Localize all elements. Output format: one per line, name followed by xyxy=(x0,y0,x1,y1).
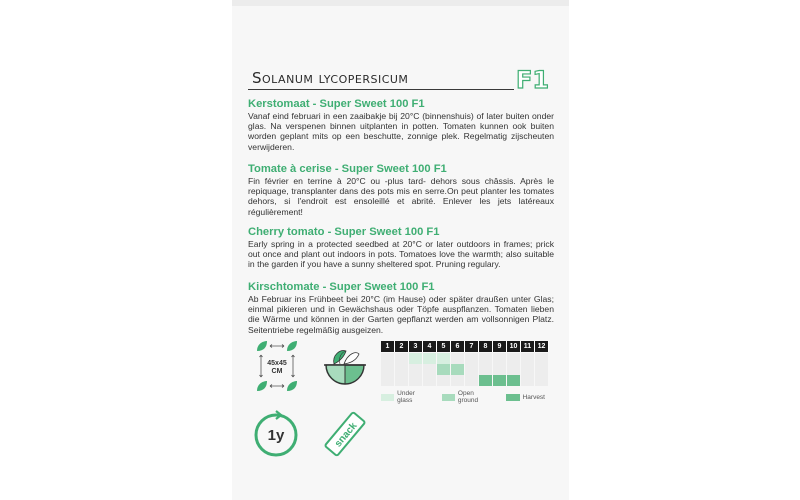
legend-label: Harvest xyxy=(522,393,545,401)
month-cell: 5 xyxy=(437,341,451,352)
calendar-cell xyxy=(381,364,395,375)
month-cell: 12 xyxy=(535,341,549,352)
section-text: Early spring in a protected seedbed at 20°C or later outdoors in frames; prick out once and plant out indoors in pots. Tomatoes love the warmth; also suitable in the garden if you have a sunny sheltered spot. Pruning regulary. xyxy=(248,239,554,270)
calendar-cell xyxy=(507,353,521,364)
month-cell: 1 xyxy=(381,341,395,352)
snack-tag-icon xyxy=(318,407,372,461)
open-ground-row xyxy=(381,364,557,374)
calendar-cell xyxy=(423,375,437,386)
calendar-cell xyxy=(437,375,451,386)
calendar-legend xyxy=(381,390,557,404)
section-french xyxy=(248,163,554,217)
calendar-cell xyxy=(479,375,493,386)
calendar-cell xyxy=(535,353,549,364)
calendar-cell xyxy=(437,364,451,375)
section-dutch xyxy=(248,98,554,152)
month-cell: 7 xyxy=(465,341,479,352)
calendar-cell xyxy=(381,353,395,364)
calendar-cell xyxy=(465,375,479,386)
calendar-cell xyxy=(409,364,423,375)
calendar-cell xyxy=(479,353,493,364)
calendar-cell xyxy=(521,364,535,375)
section-title: Kerstomaat - Super Sweet 100 F1 xyxy=(248,98,425,110)
header-rule xyxy=(248,89,514,90)
plant-spacing-icon xyxy=(252,339,302,393)
calendar-cell xyxy=(423,364,437,375)
calendar-cell xyxy=(409,353,423,364)
under-glass-row xyxy=(381,353,557,363)
calendar-cell xyxy=(395,375,409,386)
legend-label: Open ground xyxy=(457,390,479,404)
section-title: Kirschtomate - Super Sweet 100 F1 xyxy=(248,281,435,293)
calendar-cell xyxy=(451,353,465,364)
calendar-cell xyxy=(465,353,479,364)
salad-bowl-icon xyxy=(318,339,372,393)
growing-calendar xyxy=(381,341,557,404)
calendar-cell xyxy=(423,353,437,364)
legend-open-ground xyxy=(442,390,494,404)
calendar-cell xyxy=(465,364,479,375)
calendar-cell xyxy=(493,364,507,375)
calendar-cell xyxy=(479,364,493,375)
month-cell: 9 xyxy=(493,341,507,352)
snack-label: snack xyxy=(332,420,360,450)
f1-badge: F1 xyxy=(516,66,550,94)
month-header-row xyxy=(381,341,557,352)
legend-label: Under glass xyxy=(397,390,415,404)
legend-harvest xyxy=(506,390,545,404)
calendar-cell xyxy=(493,353,507,364)
month-cell: 11 xyxy=(521,341,535,352)
species-name: Solanum lycopersicum xyxy=(252,69,409,87)
section-title: Cherry tomato - Super Sweet 100 F1 xyxy=(248,226,440,238)
calendar-cell xyxy=(437,353,451,364)
month-cell: 4 xyxy=(423,341,437,352)
calendar-cell xyxy=(451,364,465,375)
calendar-cell xyxy=(535,364,549,375)
legend-swatch xyxy=(381,394,394,401)
section-german xyxy=(248,281,554,335)
section-text: Vanaf eind februari in een zaaibakje bij 20°C (binnenshuis) of later buiten onder glas. Na verspenen binnen uitplanten in potten. Tomaten kunnen ook buiten worden geplant mits op een beschutte, zonnige plek. Regelmatig zijscheuten verwijderen. xyxy=(248,111,554,152)
calendar-cell xyxy=(507,364,521,375)
calendar-cell xyxy=(521,375,535,386)
legend-under-glass xyxy=(381,390,430,404)
packet-top-edge xyxy=(232,0,569,6)
calendar-cell xyxy=(451,375,465,386)
legend-swatch xyxy=(442,394,455,401)
section-english xyxy=(248,226,554,270)
calendar-cell xyxy=(535,375,549,386)
packet-header xyxy=(248,66,550,94)
section-text: Ab Februar ins Frühbeet bei 20°C (im Hause) oder später draußen unter Glas; einmal pikieren und in Gewächshaus oder Töpfe auspflanzen. Tomaten lieben die Wärme und können in der Garten gepflanzt werden am vollsonnigen Platz. Seitentriebe regelmäßig ausgeizen. xyxy=(248,294,554,335)
calendar-cell xyxy=(521,353,535,364)
legend-swatch xyxy=(506,394,520,401)
lifecycle-label: 1y xyxy=(267,427,285,444)
spacing-label: 45x45 CM xyxy=(267,360,287,375)
month-cell: 8 xyxy=(479,341,493,352)
month-cell: 6 xyxy=(451,341,465,352)
lifecycle-icon xyxy=(249,407,303,461)
section-title: Tomate à cerise - Super Sweet 100 F1 xyxy=(248,163,447,175)
month-cell: 10 xyxy=(507,341,521,352)
section-text: Fin février en terrine à 20°C ou -plus tard- dehors sous châssis. Après le repiquage, transplanter dans des pots mis en serre.On peut planter les tomates dehors, si l'endroit est ensoleillé et abrité. Enlever les jets latéreaux régulièrement! xyxy=(248,176,554,217)
month-cell: 3 xyxy=(409,341,423,352)
harvest-row xyxy=(381,375,557,385)
calendar-cell xyxy=(507,375,521,386)
calendar-cell xyxy=(381,375,395,386)
month-cell: 2 xyxy=(395,341,409,352)
calendar-cell xyxy=(395,353,409,364)
calendar-cell xyxy=(493,375,507,386)
calendar-cell xyxy=(409,375,423,386)
calendar-cell xyxy=(395,364,409,375)
